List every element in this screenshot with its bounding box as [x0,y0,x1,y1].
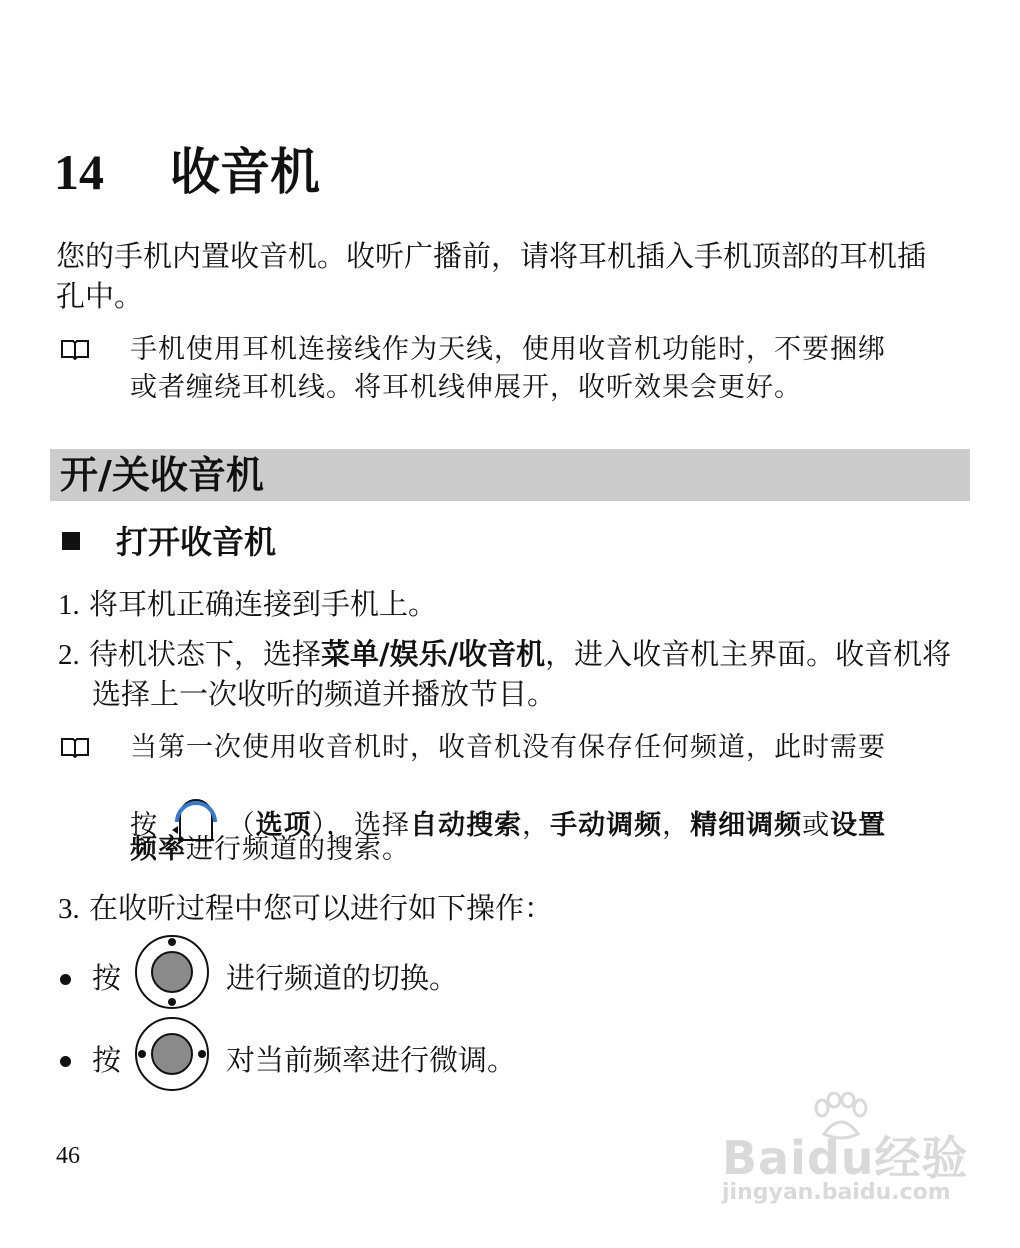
note-book-icon [60,736,90,758]
fine-tune-label: 精细调频 [690,810,803,841]
options-label: 选项 [255,810,312,841]
note-2-text: 或 [802,810,831,841]
section-title: 开/关收音机 [60,453,264,497]
step-1 [58,584,437,625]
note-2-text: ， [522,810,551,841]
bullet-1-press: 按 [92,961,122,995]
auto-search-label: 自动搜索 [410,810,523,841]
note-2-text: （ [227,810,256,841]
watermark-brand: Baidu经验 [722,1131,969,1185]
nav-key-up-down-icon [134,934,210,1010]
note-1-line-1: 手机使用耳机连接线作为天线，使用收音机功能时，不要捆绑 [130,334,886,365]
menu-path: 菜单/娱乐/收音机 [320,637,546,671]
note-2-text: ， [662,810,691,841]
set-frequency-label: 设置 [830,810,887,841]
step-text: 待机状态下，选择 [88,637,321,671]
intro-line-2: 孔中。 [56,279,144,313]
step-text: 在收听过程中您可以进行如下操作： [88,891,553,925]
note-1-line-2: 或者缠绕耳机线。将耳机线伸展开，收听效果会更好。 [130,372,802,403]
step-2 [58,634,951,675]
bullet-2-press: 按 [92,1043,122,1077]
step-number: 2. [58,639,80,671]
nav-key-left-right-icon [134,1016,210,1092]
bullet-1-text: 进行频道的切换。 [226,961,459,995]
step-number: 3. [58,893,80,925]
note-2-line-1: 当第一次使用收音机时，收音机没有保存任何频道，此时需要 [130,732,886,763]
bullet-dot [60,974,71,985]
baidu-watermark [718,1092,978,1212]
note-2-text: 按 [130,810,158,841]
step-2-line-2: 选择上一次收听的频道并播放节目。 [92,677,557,711]
step-3 [58,888,553,929]
manual-tune-label: 手动调频 [550,810,663,841]
step-text: ，进入收音机主界面。收音机将 [545,637,952,671]
intro-line-1: 您的手机内置收音机。收听广播前，请将耳机插入手机顶部的耳机插 [56,239,927,273]
square-bullet-icon [62,532,80,550]
set-frequency-label: 频率 [130,834,186,865]
subsection-title: 打开收音机 [116,523,277,561]
chapter-title: 收音机 [170,143,320,201]
note-2-text: ），选择 [311,810,411,841]
bullet-dot [60,1056,71,1067]
step-number: 1. [58,589,80,621]
watermark-url: jingyan.baidu.com [722,1180,951,1205]
note-2-line-3 [130,830,410,870]
note-2-text: 进行频道的搜索。 [186,834,410,865]
page-number: 46 [56,1143,80,1169]
bullet-2-text: 对当前频率进行微调。 [226,1043,517,1077]
chapter-number: 14 [54,144,104,200]
note-book-icon [60,338,90,360]
step-text: 将耳机正确连接到手机上。 [88,587,437,621]
